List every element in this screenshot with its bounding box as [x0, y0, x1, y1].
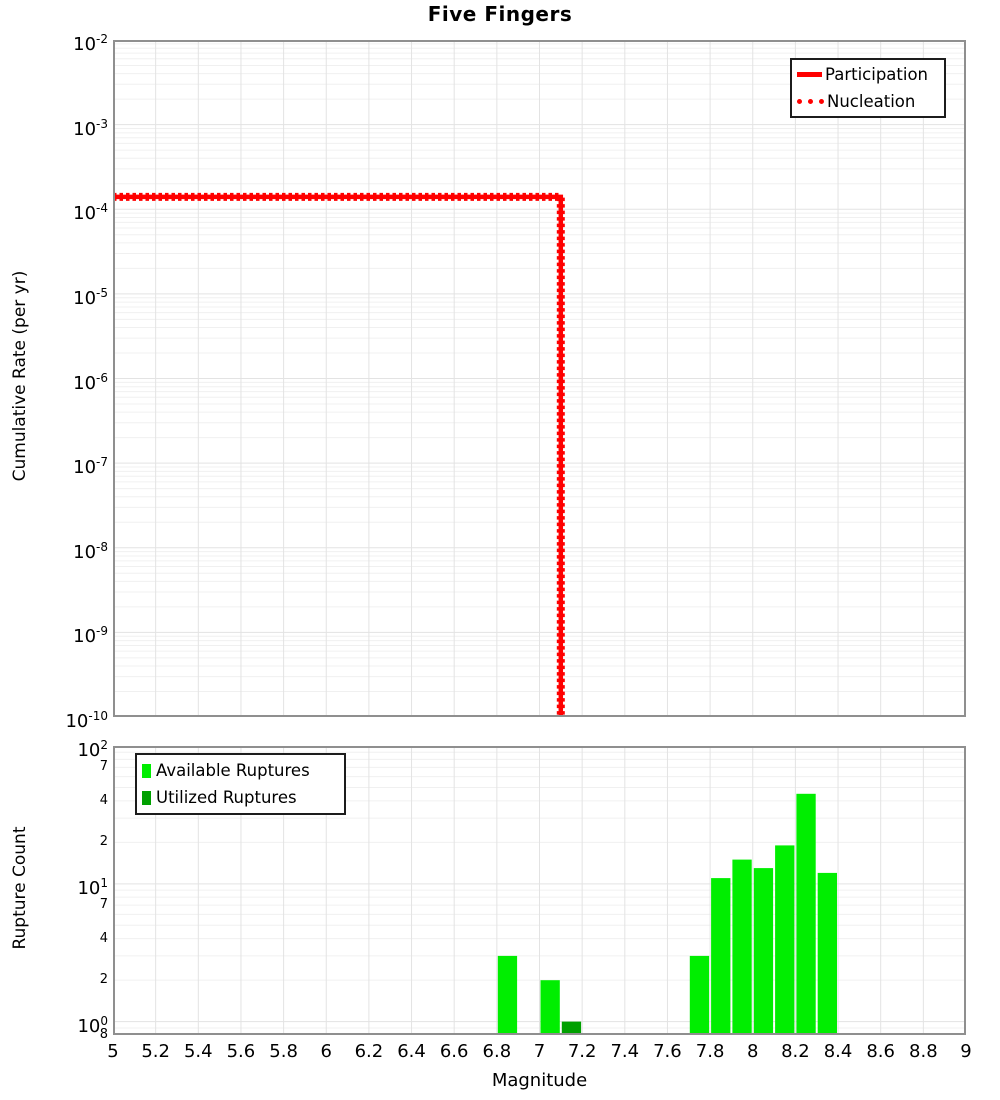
participation-line-icon	[797, 72, 822, 77]
legend-row-available	[142, 758, 337, 783]
top-y-axis-title: Cumulative Rate (per yr)	[10, 270, 30, 482]
x-tick-label: 5.8	[269, 1041, 298, 1062]
x-tick-label: 5.6	[226, 1041, 256, 1062]
y-minor-tick-label: 4	[99, 792, 108, 808]
y-tick-label: $10^{-2}$	[73, 32, 108, 55]
y-tick-label: $10^2$	[77, 738, 108, 761]
utilized-bars	[562, 1022, 581, 1034]
bar-available	[775, 845, 794, 1034]
y-minor-tick-label: 2	[99, 972, 108, 988]
x-tick-label: 6	[320, 1041, 332, 1062]
x-tick-label: 5	[107, 1041, 119, 1062]
bottom-y-axis-title: Rupture Count	[10, 826, 30, 950]
legend-label-utilized: Utilized Ruptures	[156, 788, 297, 807]
x-tick-label: 5.4	[183, 1041, 213, 1062]
bar-available	[732, 860, 751, 1034]
bar-available	[754, 868, 773, 1034]
x-tick-label: 7	[533, 1041, 546, 1062]
x-tick-label: 8.2	[781, 1041, 810, 1062]
participation-line	[113, 197, 561, 715]
y-tick-label: $10^{-8}$	[73, 539, 108, 563]
cumulative-rate-chart	[113, 40, 966, 717]
legend-row-utilized	[142, 785, 337, 810]
nucleation-line-icon	[797, 99, 824, 104]
x-tick-label: 6.2	[354, 1041, 384, 1062]
x-tick-label: 7.8	[695, 1041, 725, 1062]
bar-utilized	[562, 1022, 581, 1034]
utilized-ruptures-swatch-icon	[142, 791, 151, 805]
x-tick-label: 5.2	[141, 1041, 170, 1062]
y-tick-label: $10^1$	[77, 875, 108, 899]
bar-available	[541, 980, 560, 1034]
y-tick-label: $10^{-4}$	[73, 201, 108, 225]
x-tick-label: 6.4	[397, 1041, 426, 1062]
y-tick-label: $10^{-6}$	[73, 370, 108, 394]
y-tick-label: $10^0$	[77, 1013, 108, 1037]
cumulative-rate-plot-area	[113, 40, 966, 717]
y-minor-tick-label: 4	[99, 930, 108, 946]
legend-label-nucleation: Nucleation	[827, 92, 916, 111]
x-tick-label: 8.6	[866, 1041, 895, 1062]
legend-label-participation: Participation	[825, 65, 929, 84]
y-tick-label: $10^{-10}$	[65, 709, 108, 732]
rupture-legend	[135, 753, 346, 815]
legend-label-available: Available Ruptures	[156, 761, 310, 780]
y-tick-label: $10^{-5}$	[73, 285, 108, 309]
y-minor-tick-label: 2	[99, 834, 108, 850]
x-tick-label: 6.8	[482, 1041, 512, 1062]
legend-row-participation	[797, 62, 937, 87]
x-tick-label: 9	[960, 1041, 972, 1062]
x-tick-label: 8	[747, 1041, 759, 1062]
bar-available	[818, 873, 837, 1034]
bar-available	[498, 956, 517, 1034]
legend-row-nucleation	[797, 89, 937, 114]
x-tick-label: 7.6	[653, 1041, 682, 1062]
y-tick-label: $10^{-7}$	[73, 455, 108, 479]
bar-available	[690, 956, 709, 1034]
available-ruptures-swatch-icon	[142, 764, 151, 778]
x-tick-label: 7.4	[610, 1041, 640, 1062]
x-tick-label: 7.2	[567, 1041, 597, 1062]
rate-legend	[790, 58, 946, 118]
y-tick-label: $10^{-3}$	[73, 116, 108, 140]
bar-available	[711, 878, 730, 1034]
y-minor-tick-label: 8	[99, 1027, 108, 1042]
y-tick-label: $10^{-9}$	[73, 624, 108, 648]
y-minor-tick-label: 7	[99, 897, 108, 913]
x-tick-label: 8.8	[909, 1041, 938, 1062]
y-minor-tick-label: 7	[99, 759, 108, 775]
x-tick-label: 8.4	[823, 1041, 853, 1062]
x-axis-title: Magnitude	[491, 1070, 588, 1091]
bar-available	[796, 794, 815, 1034]
x-tick-label: 6.6	[439, 1041, 469, 1062]
nucleation-line	[113, 197, 561, 715]
chart-title: Five Fingers	[427, 2, 573, 26]
